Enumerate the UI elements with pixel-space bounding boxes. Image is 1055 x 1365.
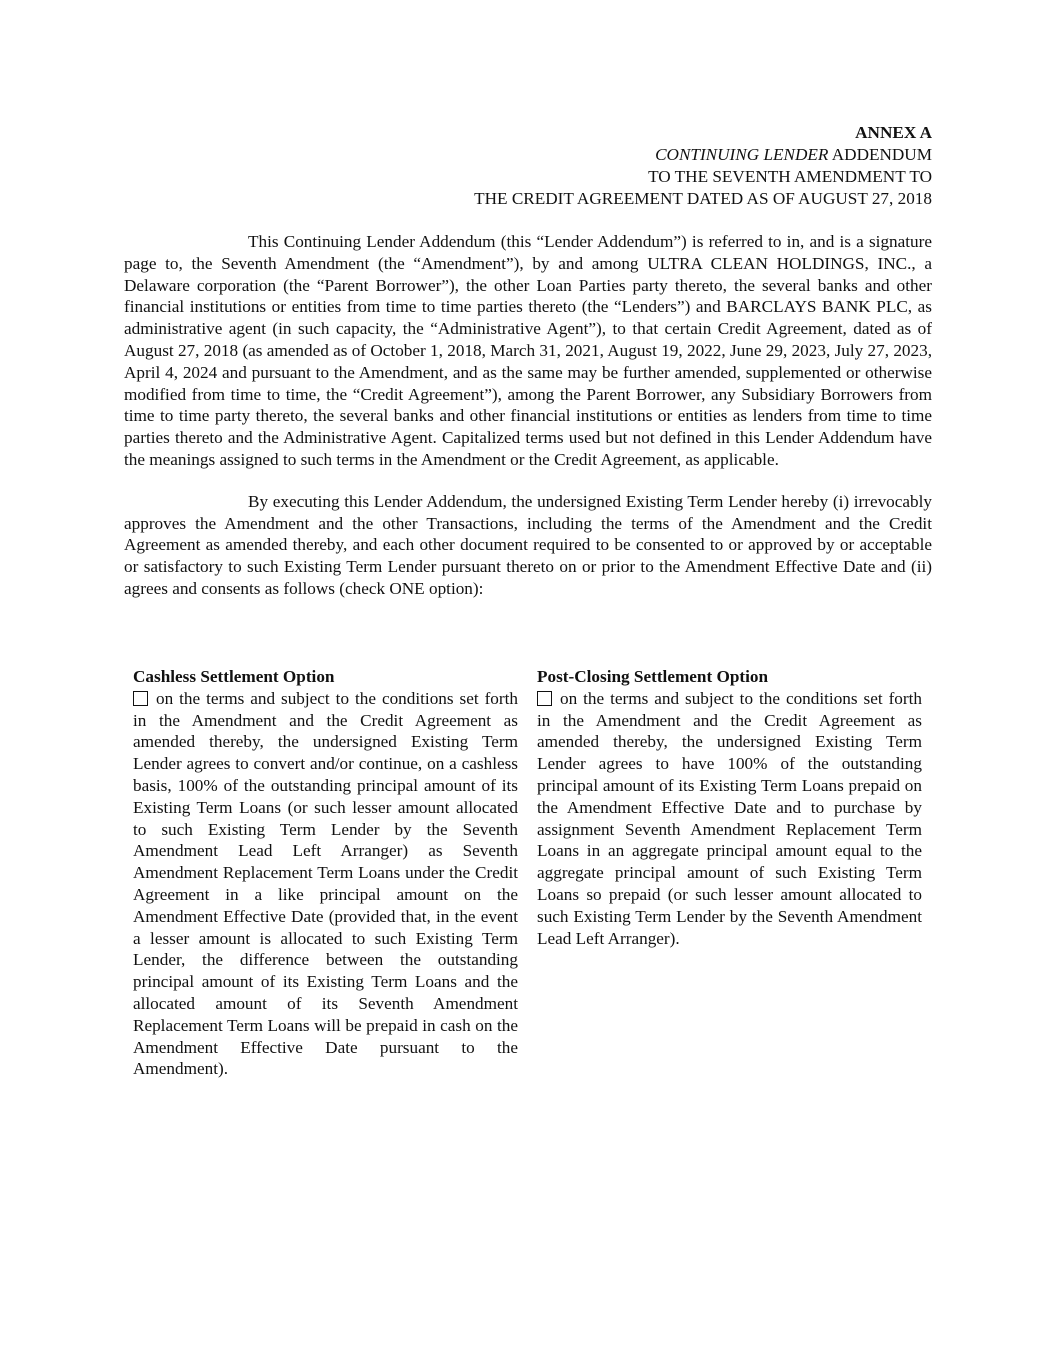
addendum-title (124, 144, 932, 166)
consent-paragraph: By executing this Lender Addendum, the undersigned Existing Term Lender hereby (i) irrevocably approves the Amendment and the other Transactions, including the terms of the Amendment and the Credit Agreement as amended thereby, and each other document required to be consented to or approved by or acceptable or satisfactory to such Existing Term Lender pursuant thereto on or prior to the Amendment Effective Date and (ii) agrees and consents as follows (check ONE option): (124, 491, 932, 598)
amendment-title: TO THE SEVENTH AMENDMENT TO (648, 167, 932, 186)
post-closing-option-title: Post-Closing Settlement Option (537, 667, 769, 686)
annex-title: ANNEX A (855, 123, 932, 142)
document-header (124, 122, 932, 210)
post-closing-option-text: on the terms and subject to the conditions set forth in the Amendment and the Credit Agreement as amended thereby, the undersigned Existing Term Lender agrees to have 100% of the outstanding principal amount of its Existing Term Loans prepaid on the Amendment Effective Date and to purchase by assignment Seventh Amendment Replacement Term Loans in an aggregate principal amount equal to the aggregate principal amount of such Existing Term Loans so prepaid (or such lesser amount allocated to such Existing Term Lender by the Seventh Amendment Lead Left Arranger). (537, 688, 922, 948)
cashless-option-checkbox[interactable] (133, 691, 148, 706)
post-closing-settlement-option (537, 666, 922, 949)
post-closing-option-checkbox[interactable] (537, 691, 552, 706)
addendum-title-italic: CONTINUING LENDER (655, 145, 829, 164)
cashless-option-text: on the terms and subject to the conditions set forth in the Amendment and the Credit Agreement as amended thereby, the undersigned Existing Term Lender agrees to convert and/or continue, on a cashless basis, 100% of the outstanding principal amount of its Existing Term Loans (or such lesser amount allocated to such Existing Term Lender by the Seventh Amendment Lead Left Arranger) as Seventh Amendment Replacement Term Loans under the Credit Agreement in a like principal amount on the Amendment Effective Date (provided that, in the event a lesser amount is allocated to such Existing Term Lender, the difference between the outstanding principal amount of its Existing Term Loans and the allocated amount of its Seventh Amendment Replacement Term Loans will be prepaid in cash on the Amendment Effective Date pursuant to the Amendment). (133, 688, 518, 1079)
post-closing-option-body (537, 688, 922, 950)
agreement-title: THE CREDIT AGREEMENT DATED AS OF AUGUST 27, 2018 (474, 189, 932, 208)
cashless-option-body (133, 688, 518, 1080)
document-page (124, 122, 932, 1079)
addendum-title-rest: ADDENDUM (828, 145, 932, 164)
cashless-option-title: Cashless Settlement Option (133, 667, 335, 686)
intro-paragraph: This Continuing Lender Addendum (this “Lender Addendum”) is referred to in, and is a signature page to, the Seventh Amendment (the “Amendment”), by and among ULTRA CLEAN HOLDINGS, INC., a Delaware corporation (the “Parent Borrower”), the other Loan Parties party thereto, the several banks and other financial institutions or entities from time to time parties thereto (the “Lenders”) and BARCLAYS BANK PLC, as administrative agent (in such capacity, the “Administrative Agent”), to that certain Credit Agreement, dated as of August 27, 2018 (as amended as of October 1, 2018, March 31, 2021, August 19, 2022, June 29, 2023, July 27, 2023, April 4, 2024 and pursuant to the Amendment, and as the same may be further amended, supplemented or otherwise modified from time to time, the “Credit Agreement”), among the Parent Borrower, any Subsidiary Borrowers from time to time party thereto, the several banks and other financial institutions or entities as lenders from time to time parties thereto and the Administrative Agent. Capitalized terms used but not defined in this Lender Addendum have the meanings assigned to such terms in the Amendment or the Credit Agreement, as applicable. (124, 232, 932, 469)
cashless-settlement-option (133, 666, 518, 1080)
